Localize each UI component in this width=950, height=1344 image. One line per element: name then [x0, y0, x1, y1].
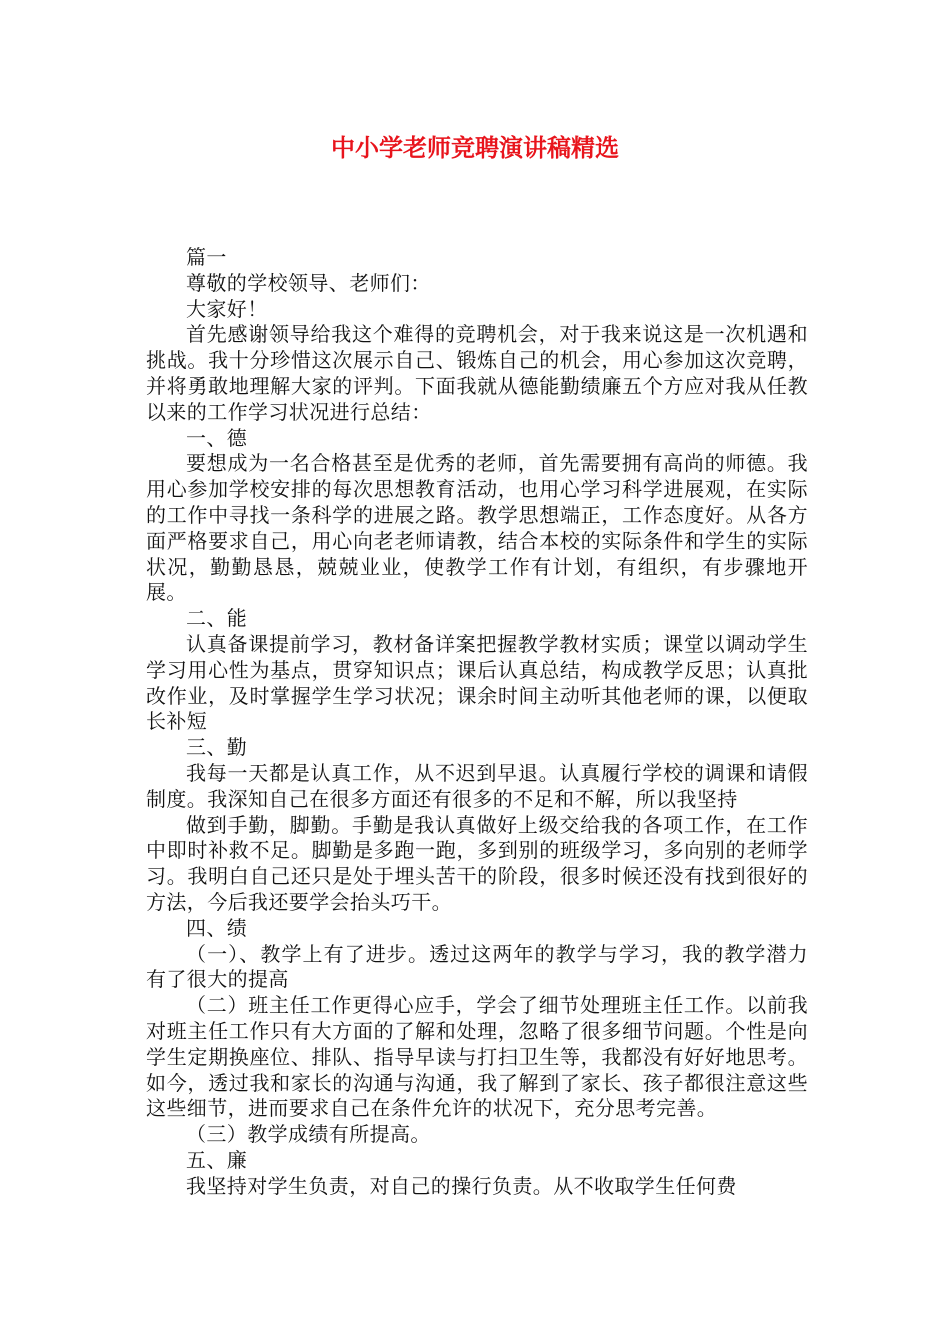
heading-ji: 四、绩	[186, 915, 248, 940]
paragraph-ji-1: （一）、教学上有了进步。透过这两年的教学与学习，我的教学潜力有了很大的提高	[146, 941, 808, 992]
greeting: 大家好！	[186, 296, 268, 321]
heading-lian: 五、廉	[186, 1147, 248, 1172]
paragraph-lian: 我坚持对学生负责，对自己的操行负责。从不收取学生任何费	[186, 1173, 737, 1198]
heading-qin: 三、勤	[186, 735, 248, 760]
heading-de: 一、德	[186, 425, 248, 450]
paragraph-ji-3: （三）教学成绩有所提高。	[186, 1122, 431, 1147]
document-title: 中小学老师竞聘演讲稿精选	[331, 134, 619, 162]
paragraph-qin-2: 做到手勤，脚勤。手勤是我认真做好上级交给我的各项工作，在工作中即时补救不足。脚勤是多跑一跑，多到别的班级学习，多向别的老师学习。我明白自己还只是处于埋头苦干的阶段，很多时候还没有找到很好的方法，今后我还要学会抬头巧干。	[146, 812, 808, 914]
paragraph-de: 要想成为一名合格甚至是优秀的老师，首先需要拥有高尚的师德。我用心参加学校安排的每次思想教育活动，也用心学习科学进展观，在实际的工作中寻找一条科学的进展之路。教学思想端正，工作态度好。从各方面严格要求自己，用心向老老师请教，结合本校的实际条件和学生的实际状况，勤勤恳恳，兢兢业业，使教学工作有计划，有组织，有步骤地开展。	[146, 451, 808, 605]
paragraph-ji-2: （二）班主任工作更得心应手，学会了细节处理班主任工作。以前我对班主任工作只有大方面的了解和处理，忽略了很多细节问题。个性是向学生定期换座位、排队、指导早读与打扫卫生等，我都没有好好地思考。如今，透过我和家长的沟通与沟通，我了解到了家长、孩子都很注意这些这些细节，进而要求自己在条件允许的状况下，充分思考完善。	[146, 993, 808, 1121]
paragraph-qin-1: 我每一天都是认真工作，从不迟到早退。认真履行学校的调课和请假制度。我深知自己在很多方面还有很多的不足和不解，所以我坚持	[146, 760, 808, 811]
heading-neng: 二、能	[186, 606, 248, 631]
paragraph-neng: 认真备课提前学习，教材备详案把握教学教材实质；课堂以调动学生学习用心性为基点，贯穿知识点；课后认真总结，构成教学反思；认真批改作业，及时掌握学生学习状况；课余时间主动听其他老师的课，以便取长补短	[146, 631, 808, 734]
section-heading: 篇一	[186, 245, 227, 269]
document-body	[146, 245, 808, 1199]
salutation: 尊敬的学校领导、老师们：	[186, 270, 431, 295]
intro-paragraph: 首先感谢领导给我这个难得的竞聘机会，对于我来说这是一次机遇和挑战。我十分珍惜这次展示自己、锻炼自己的机会，用心参加这次竞聘，并将勇敢地理解大家的评判。下面我就从德能勤绩廉五个方应对我从任教以来的工作学习状况进行总结：	[146, 322, 808, 424]
